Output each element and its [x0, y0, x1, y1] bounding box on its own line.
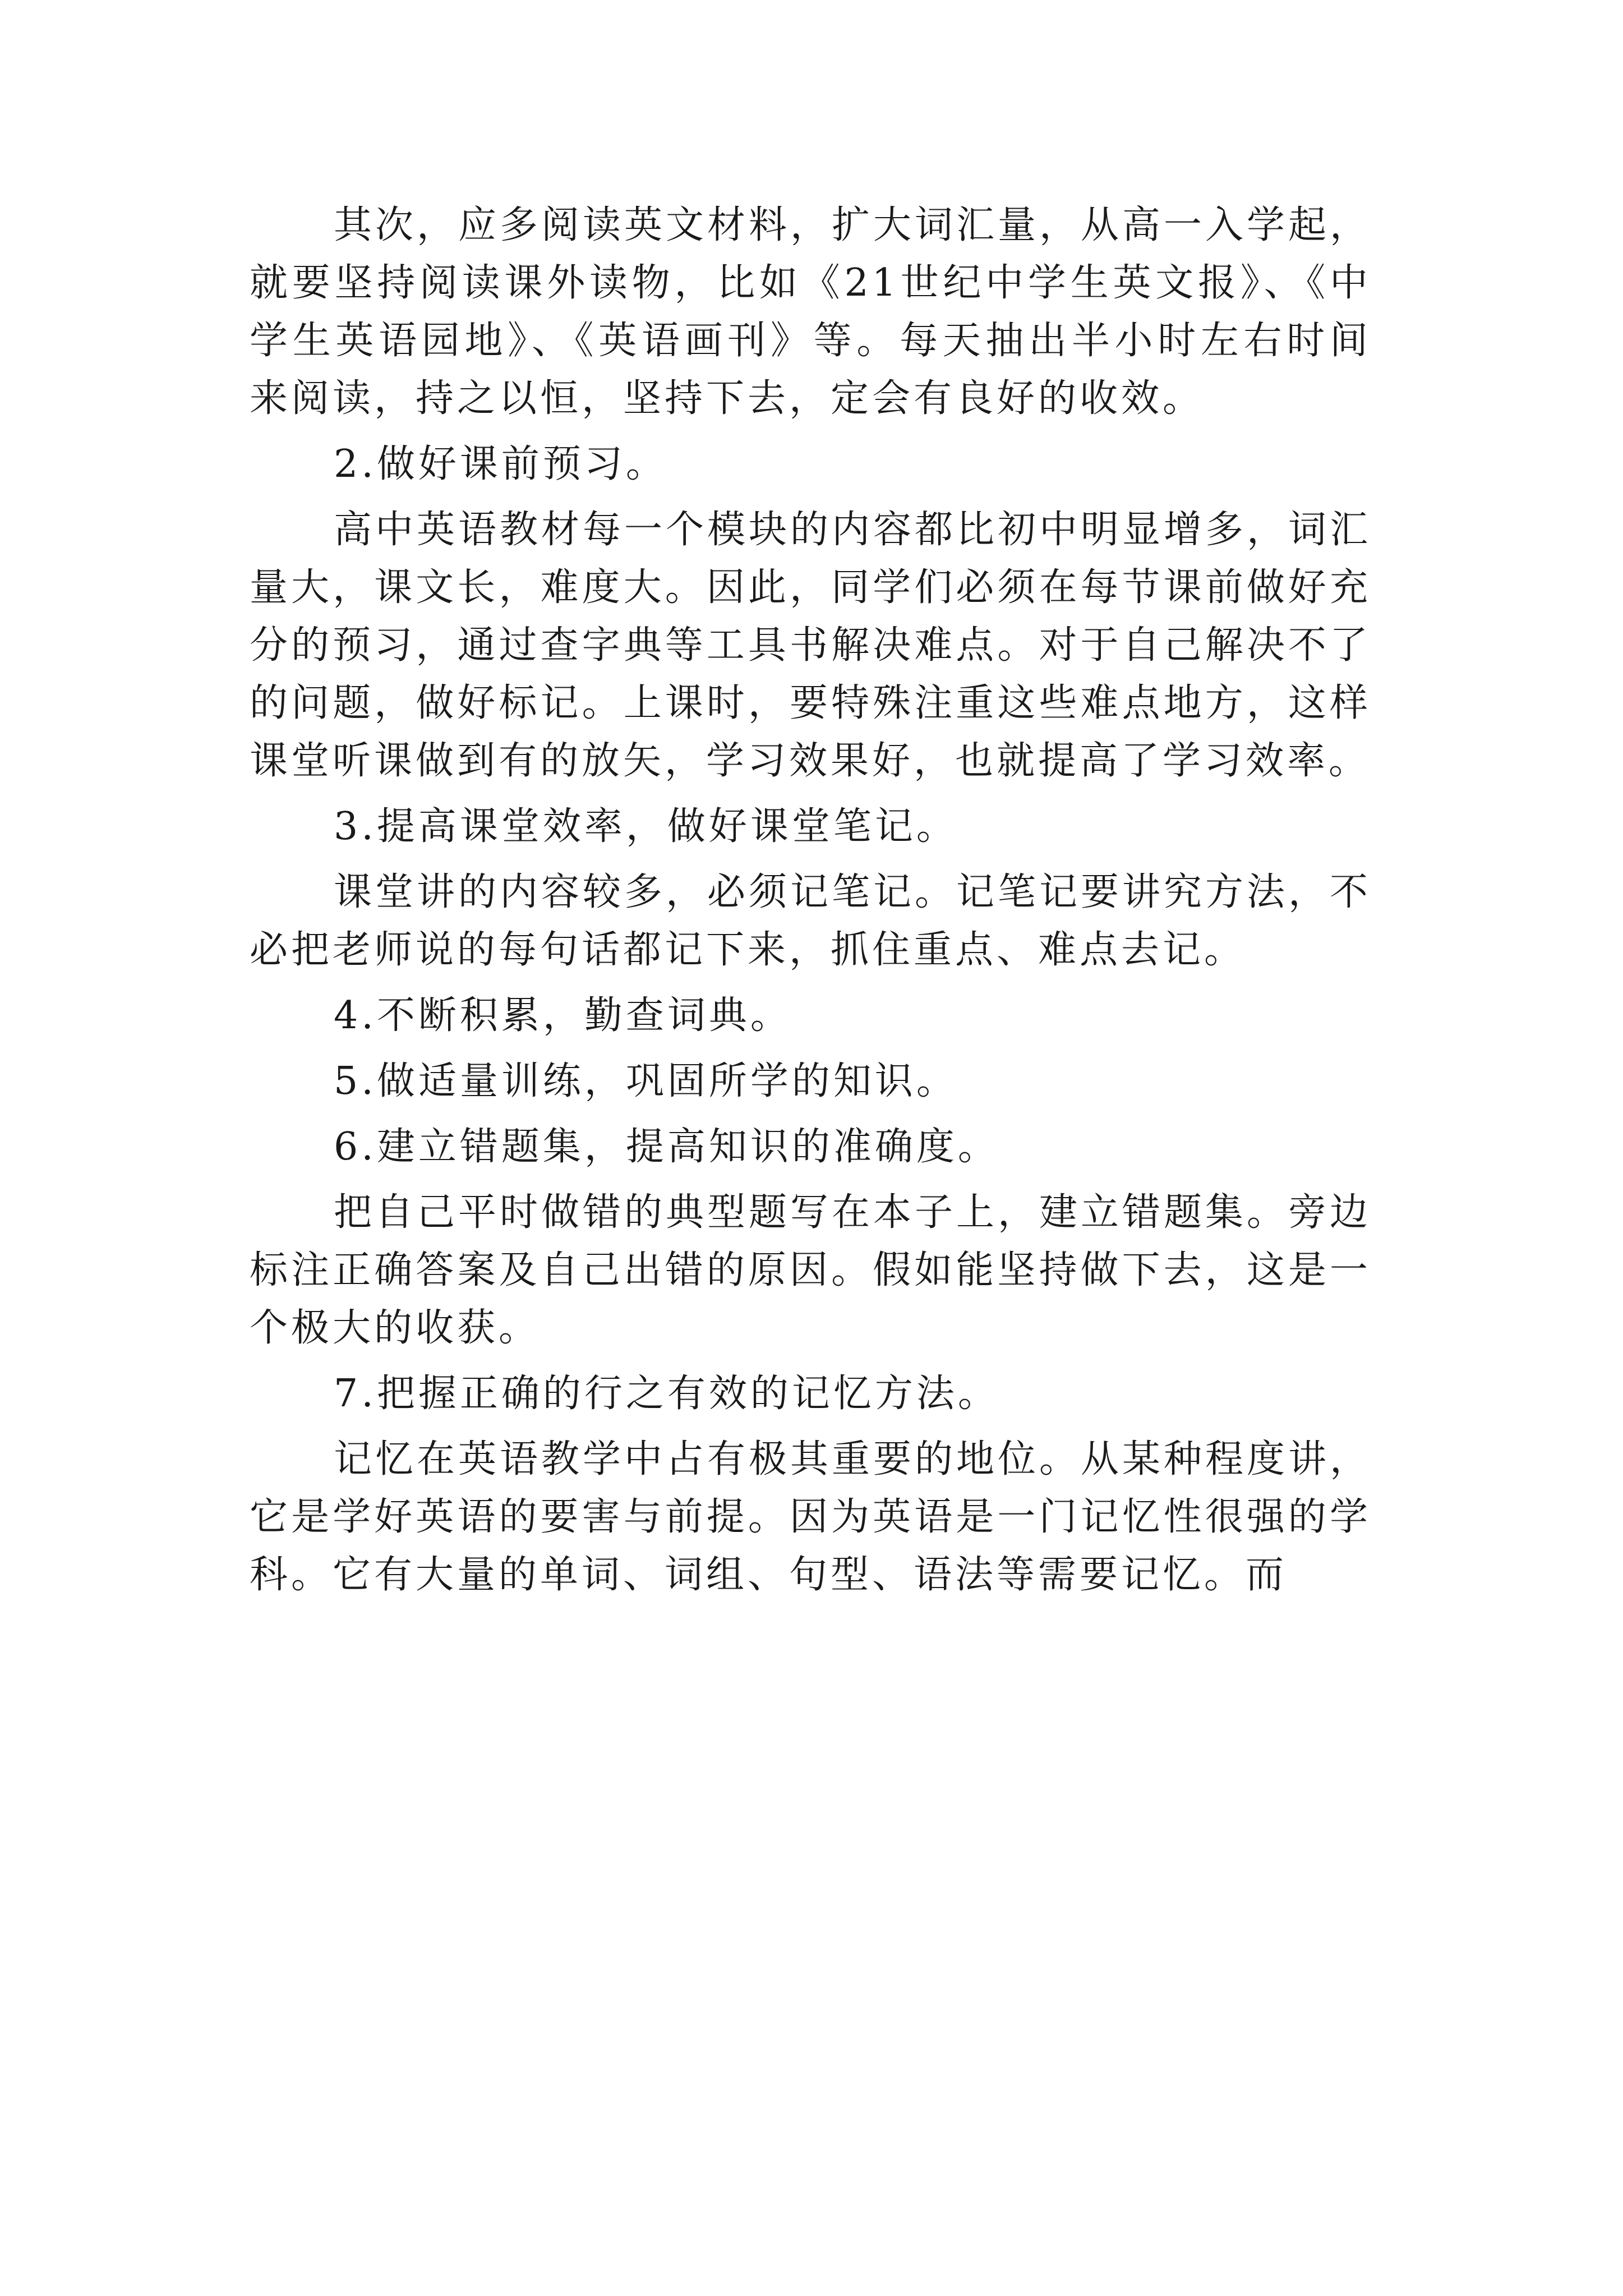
heading-error-collection: 6.建立错题集，提高知识的准确度。 [334, 1125, 999, 1169]
paragraph-reading-materials: 其次，应多阅读英文材料，扩大词汇量，从高一入学起，就要坚持阅读课外读物，比如《21世纪中学生英文报》、《中学生英语园地》、《英语画刊》等。每天抽出半小时左右时间来阅读，持之以恒，坚持下去，定会有良好的收效。 [250, 203, 1372, 421]
heading-preview: 2.做好课前预习。 [334, 442, 667, 486]
heading-training: 5.做适量训练，巩固所学的知识。 [334, 1059, 958, 1103]
heading-accumulate: 4.不断积累，勤查词典。 [334, 993, 792, 1038]
paragraph-error-collection: 把自己平时做错的典型题写在本子上，建立错题集。旁边标注正确答案及自己出错的原因。假如能坚持做下去，这是一个极大的收获。 [250, 1190, 1372, 1350]
paragraph-class-notes: 课堂讲的内容较多，必须记笔记。记笔记要讲究方法，不必把老师说的每句话都记下来，抓住重点、难点去记。 [250, 870, 1372, 972]
paragraph-preview: 高中英语教材每一个模块的内容都比初中明显增多，词汇量大，课文长，难度大。因此，同学们必须在每节课前做好充分的预习，通过查字典等工具书解决难点。对于自己解决不了的问题，做好标记。上课时，要特殊注重这些难点地方，这样课堂听课做到有的放矢，学习效果好，也就提高了学习效率。 [250, 508, 1372, 783]
paragraph-memory: 记忆在英语教学中占有极其重要的地位。从某种程度讲，它是学好英语的要害与前提。因为英语是一门记忆性很强的学科。它有大量的单词、词组、句型、语法等需要记忆。而 [250, 1437, 1372, 1597]
document-body [250, 196, 1371, 1604]
heading-memory-methods: 7.把握正确的行之有效的记忆方法。 [334, 1372, 999, 1416]
heading-class-notes: 3.提高课堂效率，做好课堂笔记。 [334, 804, 958, 849]
